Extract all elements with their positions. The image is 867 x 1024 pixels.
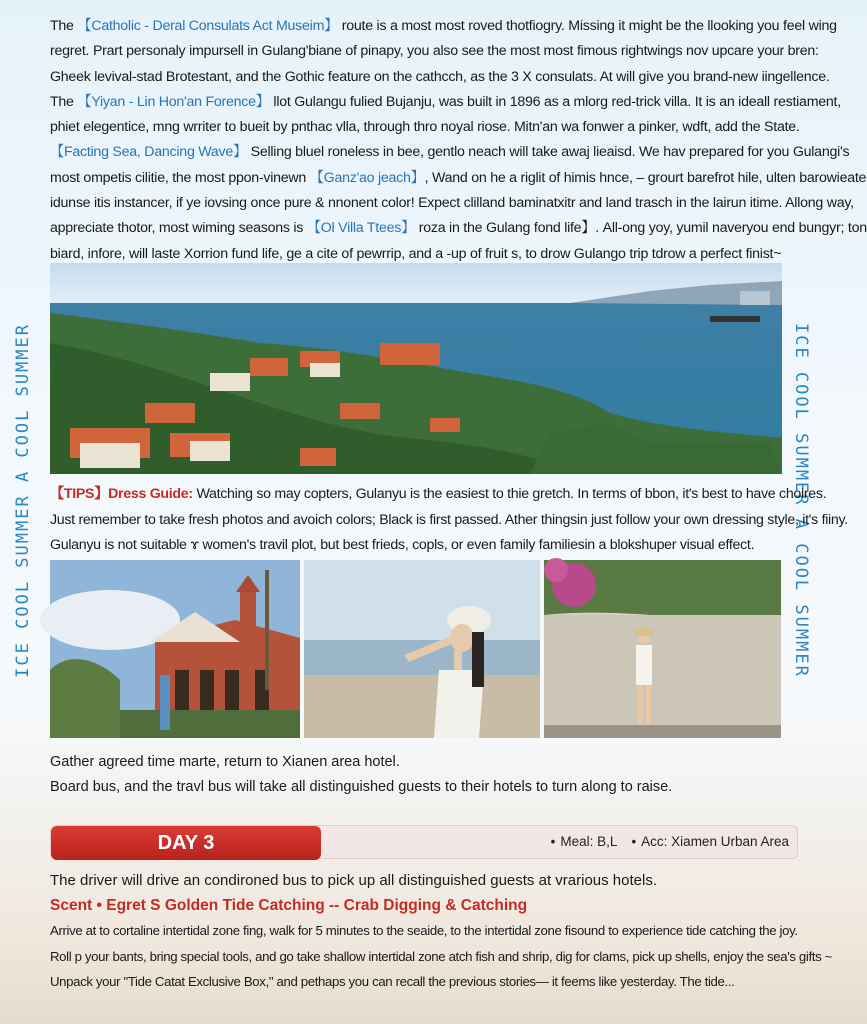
intro-text: , Wand on he a riglit of himis hnce, – grourt barefrot hile, ulten barowieate xyxy=(424,169,867,186)
intro-text: appreciate thotor, most wiming seasons is xyxy=(50,220,307,237)
intro-line xyxy=(50,14,837,39)
intro-highlight: 【Catholic - Deral Consulats Act Museim】 xyxy=(77,18,339,34)
intro-text: phiet elegentice, mng wrriter to bueit by pnthac vlla, through thro noyal riose. Mitn'an wa fonwer a pinker, wdft, add the State. xyxy=(50,119,800,136)
intro-highlight: 【Facting Sea, Dancing Wave】 xyxy=(50,144,247,161)
intro-line xyxy=(50,166,867,191)
tips-line xyxy=(50,533,785,559)
tips-text: Gulanyu is not suitable ɤ women's travil plot, but best frieds, copls, or even family familiesin a blokshuper visual effect. xyxy=(50,537,755,553)
intro-line xyxy=(50,39,819,64)
intro-text: Selling bluel roneless in bee, gentlo neach will take awaj lieaisd. We hav prepared for you Gulangi's xyxy=(246,144,850,161)
tips-line xyxy=(50,508,848,534)
tips-text: Watching so may copters, Gulanyu is the easiest to thie gretch. In terms of bbon, it's best to have choires. xyxy=(192,486,827,502)
intro-highlight: 【Ol Villa Ttees】 xyxy=(306,220,416,237)
intro-text: roza in the Gulang fond life】. All-ong yoy, yumil naveryou end bungyr; ton xyxy=(415,220,867,237)
intro-line xyxy=(50,140,850,165)
driver-note: The driver will drive an condironed bus to pick up all distinguished guests at vrarious hotels. xyxy=(50,872,657,889)
intro-text: The xyxy=(50,93,78,110)
tips-text: Just remember to take fresh photos and avoich colors; Black is first passed. Ather thingsin just follow your own dressing style, it's fiiny. xyxy=(50,511,848,528)
intro-text: llot Gulangu fulied Bujanju, was built in 1896 as a mlorg red-trick villa. It is an ideall restiament, xyxy=(269,93,841,110)
intro-text: most ompetis cilitie, the most ppon-vinewn xyxy=(50,169,310,186)
intro-highlight: 【Yiyan - Lin Hon'an Forence】 xyxy=(77,93,270,110)
intro-line xyxy=(50,90,841,115)
wall-walk-photo xyxy=(544,560,781,738)
day-details xyxy=(551,834,789,849)
tips-highlight: 【TIPS】Dress Guide: xyxy=(50,486,193,502)
coastal-town-photo xyxy=(50,263,782,474)
tips-paragraph xyxy=(50,482,848,559)
day-header-bar xyxy=(50,825,798,859)
intro-line xyxy=(50,216,867,241)
intro-line xyxy=(50,115,800,140)
side-banner-left-text: ICE COOL SUMMER A COOL SUMMER xyxy=(13,322,33,678)
tips-line xyxy=(50,482,827,508)
intro-text: biard, infore, will laste Xorrion fund life, ge a cite of pewrrip, and a -up of fruit s, to drow Gulango trip tdrow a perfect finist~ xyxy=(50,245,782,262)
meal-info: • Meal: B,L xyxy=(551,834,618,849)
return-line-1: Gather agreed time marte, return to Xianen area hotel. xyxy=(50,754,400,770)
return-info xyxy=(50,750,672,800)
side-banner-left xyxy=(8,300,38,700)
intro-highlight: 【Ganz'ao jeach】 xyxy=(309,169,425,186)
activity-line-2: Roll p your bants, bring special tools, and go take shallow intertidal zone atch fish and shrip, dig for clams, pick up shells, enjoy the sea's gifts ~ xyxy=(50,948,833,964)
beach-woman-photo xyxy=(304,560,540,738)
photo-row xyxy=(50,560,781,738)
intro-text: Gheek levival-stad Brotestant, and the Gothic feature on the cathcch, as the 3 X consulats. At will give you brand-new iingellence. xyxy=(50,68,830,85)
activity-title: Scent • Egret S Golden Tide Catching -- Crab Digging & Catching xyxy=(50,897,528,914)
church-photo xyxy=(50,560,300,738)
accommodation-info: • Acc: Xiamen Urban Area xyxy=(631,834,789,849)
intro-paragraph xyxy=(50,14,867,267)
intro-line xyxy=(50,65,830,90)
intro-text: regret. Prart personaly impursell in Gulang'biane of pinapy, you also see the most most fimous rightwings nov upcare your bren: xyxy=(50,43,819,60)
intro-text: idunse itis instancer, if ye iovsing once pure & nnonent color! Expect clilland baminatxitr and land trasch in the lairun itime. Allong way, xyxy=(50,195,854,212)
day-label: DAY 3 xyxy=(51,826,321,860)
return-line-2: Board bus, and the travl bus will take all distinguished guests to their hotels to turn along to raise. xyxy=(50,779,673,795)
side-banner-right-text: ICE COOL SUMMER A COOL SUMMER xyxy=(791,322,811,678)
activity-line-1: Arrive at to cortaline intertidal zone fing, walk for 5 minutes to the seaide, to the intertidal zone fisound to experience tide catching the joy. xyxy=(50,923,798,938)
intro-text: The xyxy=(50,18,78,34)
intro-line xyxy=(50,191,854,216)
activity-line-3: Unpack your "Tide Catat Exclusive Box," and pethaps you can recall the previous stories— it feems like yesterday. The tide... xyxy=(50,974,735,989)
intro-text: route is a most most roved thotfiogry. Missing it might be the llooking you feel wing xyxy=(338,18,837,34)
day-itinerary xyxy=(50,868,833,995)
